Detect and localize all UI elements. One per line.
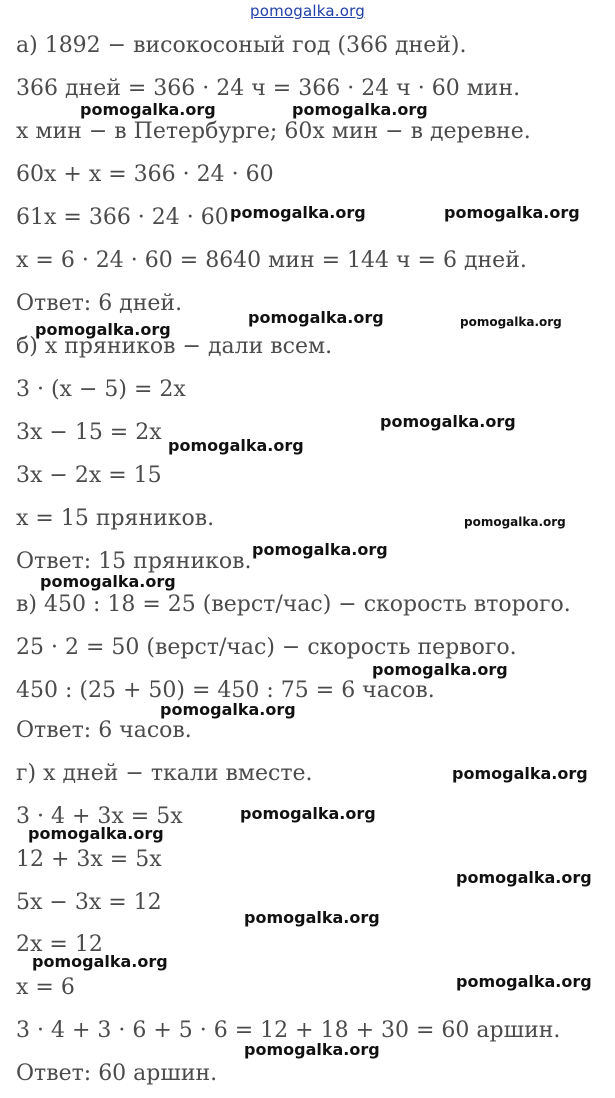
watermark: pomogalka.org xyxy=(248,308,384,327)
solution-line: 366 дней = 366 · 24 ч = 366 · 24 ч · 60 мин. xyxy=(16,76,521,101)
watermark: pomogalka.org xyxy=(252,540,388,559)
watermark: pomogalka.org xyxy=(168,436,304,455)
answer-line: Ответ: 6 дней. xyxy=(16,291,183,316)
answer-line: Ответ: 60 аршин. xyxy=(16,1061,218,1086)
answer-line: Ответ: 15 пряников. xyxy=(16,549,252,574)
solution-line: x = 6 xyxy=(16,975,75,1000)
watermark: pomogalka.org xyxy=(456,972,592,991)
watermark: pomogalka.org xyxy=(292,100,428,119)
watermark: pomogalka.org xyxy=(40,572,176,591)
solution-line: а) 1892 − високосоный год (366 дней). xyxy=(16,33,467,58)
watermark: pomogalka.org xyxy=(456,868,592,887)
watermark: pomogalka.org xyxy=(35,320,171,339)
watermark: pomogalka.org xyxy=(372,660,508,679)
solution-line: 2x = 12 xyxy=(16,932,103,957)
solution-line: 61x = 366 · 24 · 60 xyxy=(16,205,229,230)
watermark: pomogalka.org xyxy=(160,700,296,719)
watermark: pomogalka.org xyxy=(444,203,580,222)
solution-line: б) x пряников − дали всем. xyxy=(16,334,333,359)
watermark: pomogalka.org xyxy=(244,1040,380,1059)
solution-line: 3x − 15 = 2x xyxy=(16,420,162,445)
solution-line: x = 15 пряников. xyxy=(16,506,215,531)
solution-line: в) 450 : 18 = 25 (верст/час) − скорость второго. xyxy=(16,592,571,617)
watermark: pomogalka.org xyxy=(464,515,566,529)
solution-line: 450 : (25 + 50) = 450 : 75 = 6 часов. xyxy=(16,678,435,703)
solution-line: 3 · (x − 5) = 2x xyxy=(16,377,186,402)
solution-line: 3 · 4 + 3x = 5x xyxy=(16,804,183,829)
solution-line: 12 + 3x = 5x xyxy=(16,847,162,872)
solution-line: 60x + x = 366 · 24 · 60 xyxy=(16,162,274,187)
solution-line: x мин − в Петербурге; 60x мин − в деревне. xyxy=(16,119,531,144)
watermark: pomogalka.org xyxy=(380,412,516,431)
solution-line: 3x − 2x = 15 xyxy=(16,463,162,488)
watermark: pomogalka.org xyxy=(32,952,168,971)
solution-line: г) x дней − ткали вместе. xyxy=(16,761,313,786)
solution-line: 3 · 4 + 3 · 6 + 5 · 6 = 12 + 18 + 30 = 60 аршин. xyxy=(16,1018,561,1043)
watermark: pomogalka.org xyxy=(28,824,164,843)
watermark: pomogalka.org xyxy=(460,315,562,329)
watermark: pomogalka.org xyxy=(240,804,376,823)
watermark: pomogalka.org xyxy=(244,908,380,927)
watermark: pomogalka.org xyxy=(80,100,216,119)
solution-line: 25 · 2 = 50 (верст/час) − скорость первого. xyxy=(16,635,517,660)
watermark: pomogalka.org xyxy=(230,203,366,222)
solution-line: x = 6 · 24 · 60 = 8640 мин = 144 ч = 6 дней. xyxy=(16,248,527,273)
answer-line: Ответ: 6 часов. xyxy=(16,718,192,743)
site-header-link[interactable]: pomogalka.org xyxy=(250,2,365,20)
solution-line: 5x − 3x = 12 xyxy=(16,890,162,915)
watermark: pomogalka.org xyxy=(452,764,588,783)
